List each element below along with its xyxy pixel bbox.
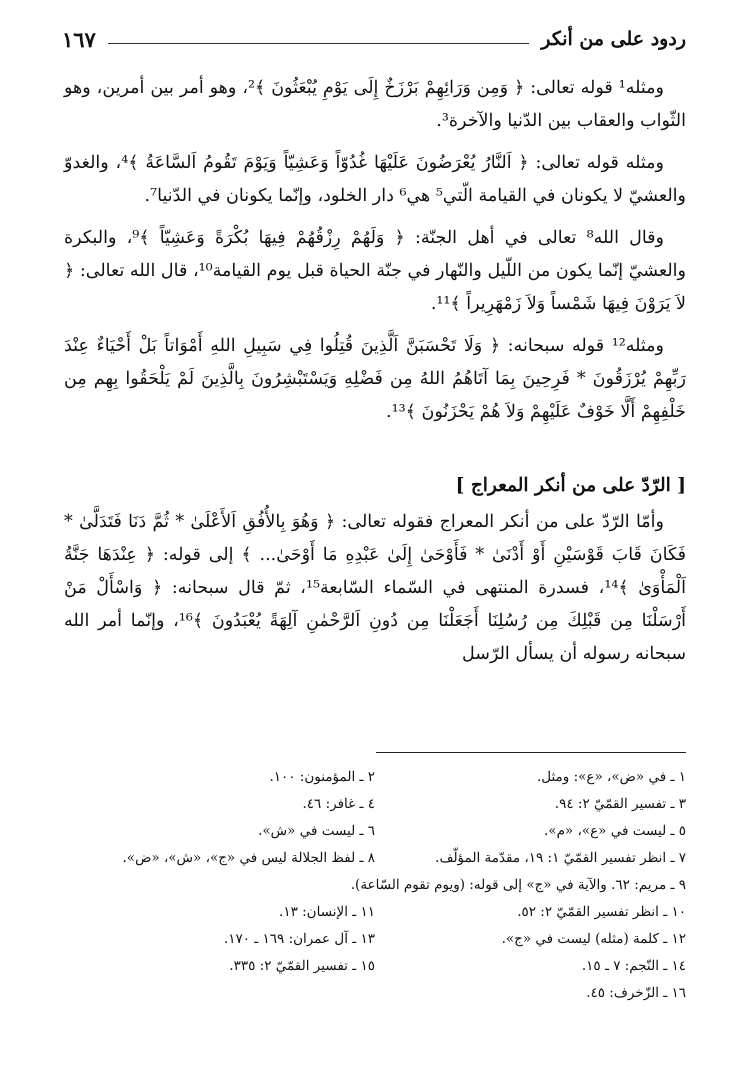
footnote-3: ٣ ـ تفسير القمّيّ ٢: ٩٤. — [554, 796, 686, 812]
footnote-12: ١٢ ـ كلمة (مثله) ليست في «ج». — [501, 931, 686, 947]
page-header — [62, 22, 686, 56]
footnote-row — [64, 926, 686, 953]
running-title: ردود على من أنكر — [541, 28, 686, 50]
footnote-10: ١٠ ـ انظر تفسير القمّيّ ٢: ٥٢. — [517, 904, 686, 920]
footnote-6: ٦ ـ ليست في «ش». — [258, 823, 375, 839]
page-number: ١٦٧ — [62, 26, 96, 52]
footnote-row — [64, 845, 686, 872]
paragraph-martyrs: ومثله¹² قوله سبحانه: ﴿ وَلَا تَحْسَبَنَّ اَلَّذِينَ قُتِلُوا فِي سَبِيلِ اللهِ أَمْوَاتاً بَلْ أَحْيَاءٌ عِنْدَ رَبِّهِمْ يُرْزَقُونَ * فَرِحِينَ بِمَا آتَاهُمُ اللهُ مِن فَضْلِهِ وَيَسْتَبْشِرُونَ بِالَّذِينَ لَمْ يَلْحَقُوا بِهِم مِن خَلْفِهِمْ أَلَّا خَوْفٌ عَلَيْهِمْ وَلاَ هُمْ يَحْزَنُونَ ﴾¹³. — [64, 336, 686, 422]
footnote-1: ١ ـ في «ض»، «ع»: ومثل. — [536, 769, 686, 785]
footnote-15: ١٥ ـ تفسير القمّيّ ٢: ٣٣٥. — [229, 958, 375, 974]
paragraph-paradise: وقال الله⁸ تعالى في أهل الجنّة: ﴿ وَلَهُمْ رِزْقُهُمْ فِيهَا بُكْرَةً وَعَشِيّاً ﴾⁹، والبكرة والعشيّ إنّما يكون من اللّيل والنّهار في جنّة الحياة قبل يوم القيامة¹⁰، قال الله تعالى: ﴿ لاَ يَرَوْنَ فِيهَا شَمْساً وَلاَ زَمْهَرِيراً ﴾¹¹. — [64, 228, 686, 314]
footnote-row — [64, 872, 686, 899]
main-text — [64, 72, 686, 671]
footnotes — [64, 764, 686, 1007]
paragraph-miraj: وأمّا الرّدّ على من أنكر المعراج فقوله تعالى: ﴿ وَهُوَ بِالأُفُقِ اَلأَعْلَىٰ * ثُمَّ دَنَا فَتَدَلَّىٰ * فَكَانَ قَابَ قَوْسَيْنِ أَوْ أَدْنَىٰ * فَأَوْحَىٰ إِلَىٰ عَبْدِهِ مَا أَوْحَىٰ... ﴾ إلى قوله: ﴿ عِنْدَهَا جَنَّةُ اَلْمَأْوَىٰ ﴾¹⁴، فسدرة المنتهى في السّماء السّابعة¹⁵، ثمّ قال سبحانه: ﴿ وَاسْأَلْ مَنْ أَرْسَلْنَا مِن قَبْلِكَ مِن رُسُلِنَا أَجَعَلْنَا مِن دُونِ اَلرَّحْمٰنِ آلِهَةً يُعْبَدُونَ ﴾¹⁶، وإنّما أمر الله سبحانه رسوله أن يسأل الرّسل — [64, 512, 687, 664]
footnote-5: ٥ ـ ليست في «ع»، «م». — [544, 823, 686, 839]
footnote-7: ٧ ـ انظر تفسير القمّيّ ١: ١٩، مقدّمة المؤلّف. — [435, 850, 686, 866]
header-rule — [108, 43, 529, 44]
footnote-13: ١٣ ـ آل عمران: ١٦٩ ـ ١٧٠. — [223, 931, 375, 947]
footnote-2: ٢ ـ المؤمنون: ١٠٠. — [269, 769, 375, 785]
footnote-14: ١٤ ـ النّجم: ٧ ـ ١٥. — [581, 958, 686, 974]
footnote-9: ٩ ـ مريم: ٦٢. والآية في «ج» إلى قوله: (ويوم تقوم السّاعة). — [350, 877, 686, 893]
footnote-row — [64, 953, 686, 980]
footnote-row — [64, 764, 686, 791]
footnote-11: ١١ ـ الإنسان: ١٣. — [279, 904, 375, 920]
footnote-16: ١٦ ـ الزّخرف: ٤٥. — [586, 985, 686, 1001]
section-heading: [ الرّدّ على من أنكر المعراج ] — [455, 475, 686, 496]
footnote-row — [64, 791, 686, 818]
paragraph-fire: ومثله قوله تعالى: ﴿ اَلنَّارُ يُعْرَضُونَ عَلَيْهَا غُدُوّاً وَعَشِيّاً وَيَوْمَ تَقُومُ اَلسَّاعَةُ ﴾⁴، والغدوّ والعشيّ لا يكونان في القيامة الّتي⁵ هي⁶ دار الخلود، وإنّما يكونان في الدّنيا⁷. — [64, 153, 686, 206]
footnote-row — [64, 899, 686, 926]
footnote-8: ٨ ـ لفظ الجلالة ليس في «ج»، «ش»، «ض». — [122, 850, 375, 866]
footnote-row — [64, 818, 686, 845]
footnote-row — [64, 980, 686, 1007]
footnote-separator — [376, 752, 686, 753]
paragraph-barzakh: ومثله¹ قوله تعالى: ﴿ وَمِن وَرَائِهِمْ بَرْزَخٌ إِلَى يَوْمِ يُبْعَثُونَ ﴾²، وهو أمر بين أمرين، وهو الثّواب والعقاب بين الدّنيا والآخرة³. — [64, 78, 686, 131]
footnote-4: ٤ ـ غافر: ٤٦. — [302, 796, 375, 812]
